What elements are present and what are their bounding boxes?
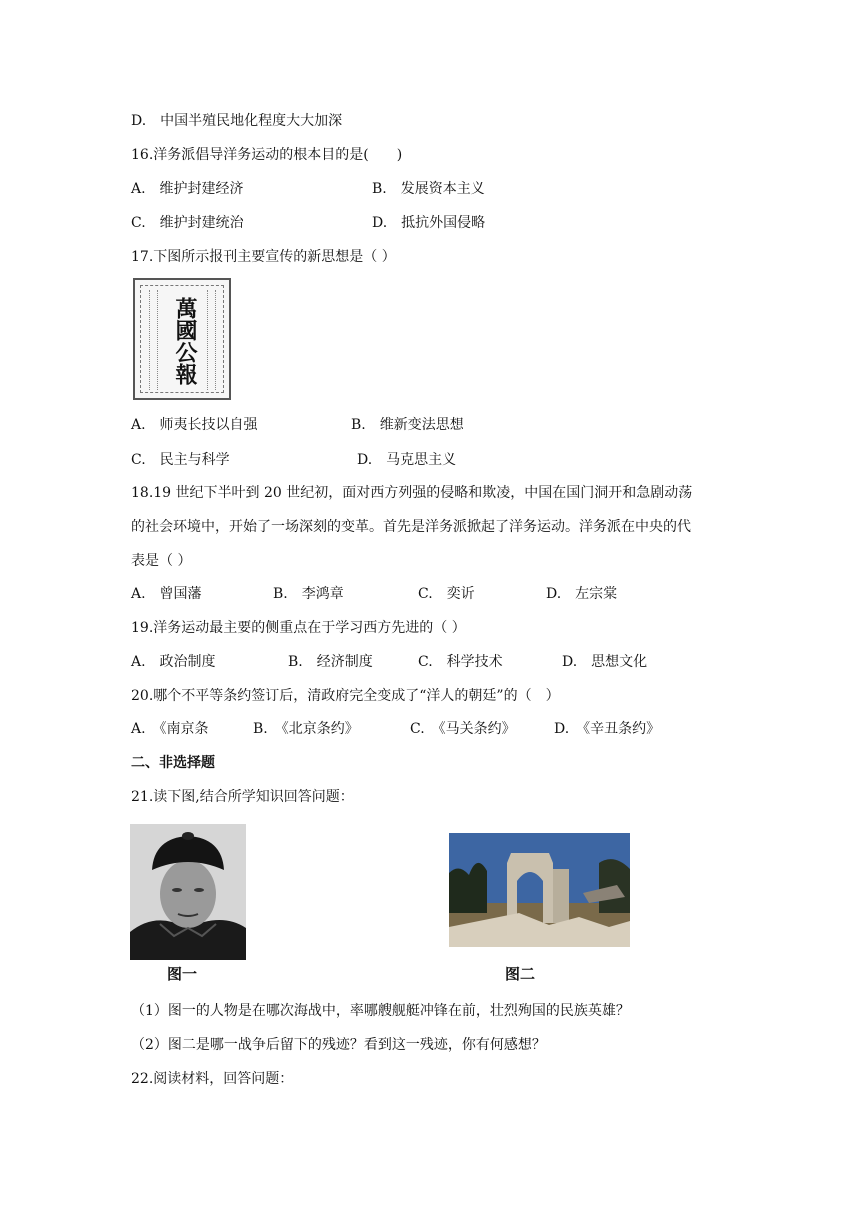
q19-stem: 19.洋务运动最主要的侧重点在于学习西方先进的（ ） <box>131 620 466 636</box>
section-heading: 二、非选择题 <box>131 755 215 771</box>
q17-option-c: C. 民主与科学 <box>131 452 230 468</box>
q18-option-b: B. 李鸿章 <box>273 586 344 602</box>
q20-option-c: C. 《马关条约》 <box>410 721 516 737</box>
fig1-caption: 图一 <box>167 965 198 983</box>
q21-sub1: （1）图一的人物是在哪次海战中，率哪艘舰艇冲锋在前，壮烈殉国的民族英雄？ <box>131 1003 630 1019</box>
q16-option-c: C. 维护封建统治 <box>131 215 244 231</box>
q16-option-b: B. 发展资本主义 <box>372 181 485 197</box>
q19-option-a: A. 政治制度 <box>131 654 216 670</box>
q22-stem: 22.阅读材料，回答问题： <box>131 1071 294 1087</box>
q18-stem-line1: 18.19 世纪下半叶到 20 世纪初，面对西方列强的侵略和欺凌，中国在国门洞开和急剧动荡 <box>131 485 693 501</box>
q20-option-d: D. 《辛丑条约》 <box>554 721 661 737</box>
q21-sub2: （2）图二是哪一战争后留下的残迹？看到这一残迹，你有何感想？ <box>131 1037 546 1053</box>
q21-stem: 21.读下图,结合所学知识回答问题： <box>131 789 354 805</box>
q16-option-d: D. 抵抗外国侵略 <box>372 215 486 231</box>
q15-option-d: D. 中国半殖民地化程度大大加深 <box>131 113 343 129</box>
newspaper-title: 萬國公報 <box>172 297 198 385</box>
newspaper-image <box>133 278 231 400</box>
q17-stem: 17.下图所示报刊主要宣传的新思想是（ ） <box>131 249 396 265</box>
q18-stem-line3: 表是（ ） <box>131 553 192 569</box>
q18-stem-line2: 的社会环境中，开始了一场深刻的变革。首先是洋务派掀起了洋务运动。洋务派在中央的代 <box>131 519 691 535</box>
q18-option-c: C. 奕䜣 <box>418 586 475 602</box>
q20-option-b: B. 《北京条约》 <box>253 721 359 737</box>
q19-option-d: D. 思想文化 <box>562 654 648 670</box>
q19-option-c: C. 科学技术 <box>418 654 503 670</box>
q16-stem: 16.洋务派倡导洋务运动的根本目的是( ) <box>131 147 403 163</box>
q18-option-d: D. 左宗棠 <box>546 586 618 602</box>
fig2-caption: 图二 <box>505 965 536 983</box>
q20-stem: 20.哪个不平等条约签订后，清政府完全变成了“洋人的朝廷”的（ ） <box>131 688 560 704</box>
q17-option-b: B. 维新变法思想 <box>351 417 464 433</box>
q18-option-a: A. 曾国藩 <box>131 586 202 602</box>
q17-option-d: D. 马克思主义 <box>357 452 457 468</box>
ruins-photo <box>449 833 630 947</box>
q20-option-a: A. 《南京条 <box>131 721 209 737</box>
q17-option-a: A. 师夷长技以自强 <box>131 417 258 433</box>
portrait-photo <box>130 824 246 960</box>
q19-option-b: B. 经济制度 <box>288 654 373 670</box>
q16-option-a: A. 维护封建经济 <box>131 181 244 197</box>
